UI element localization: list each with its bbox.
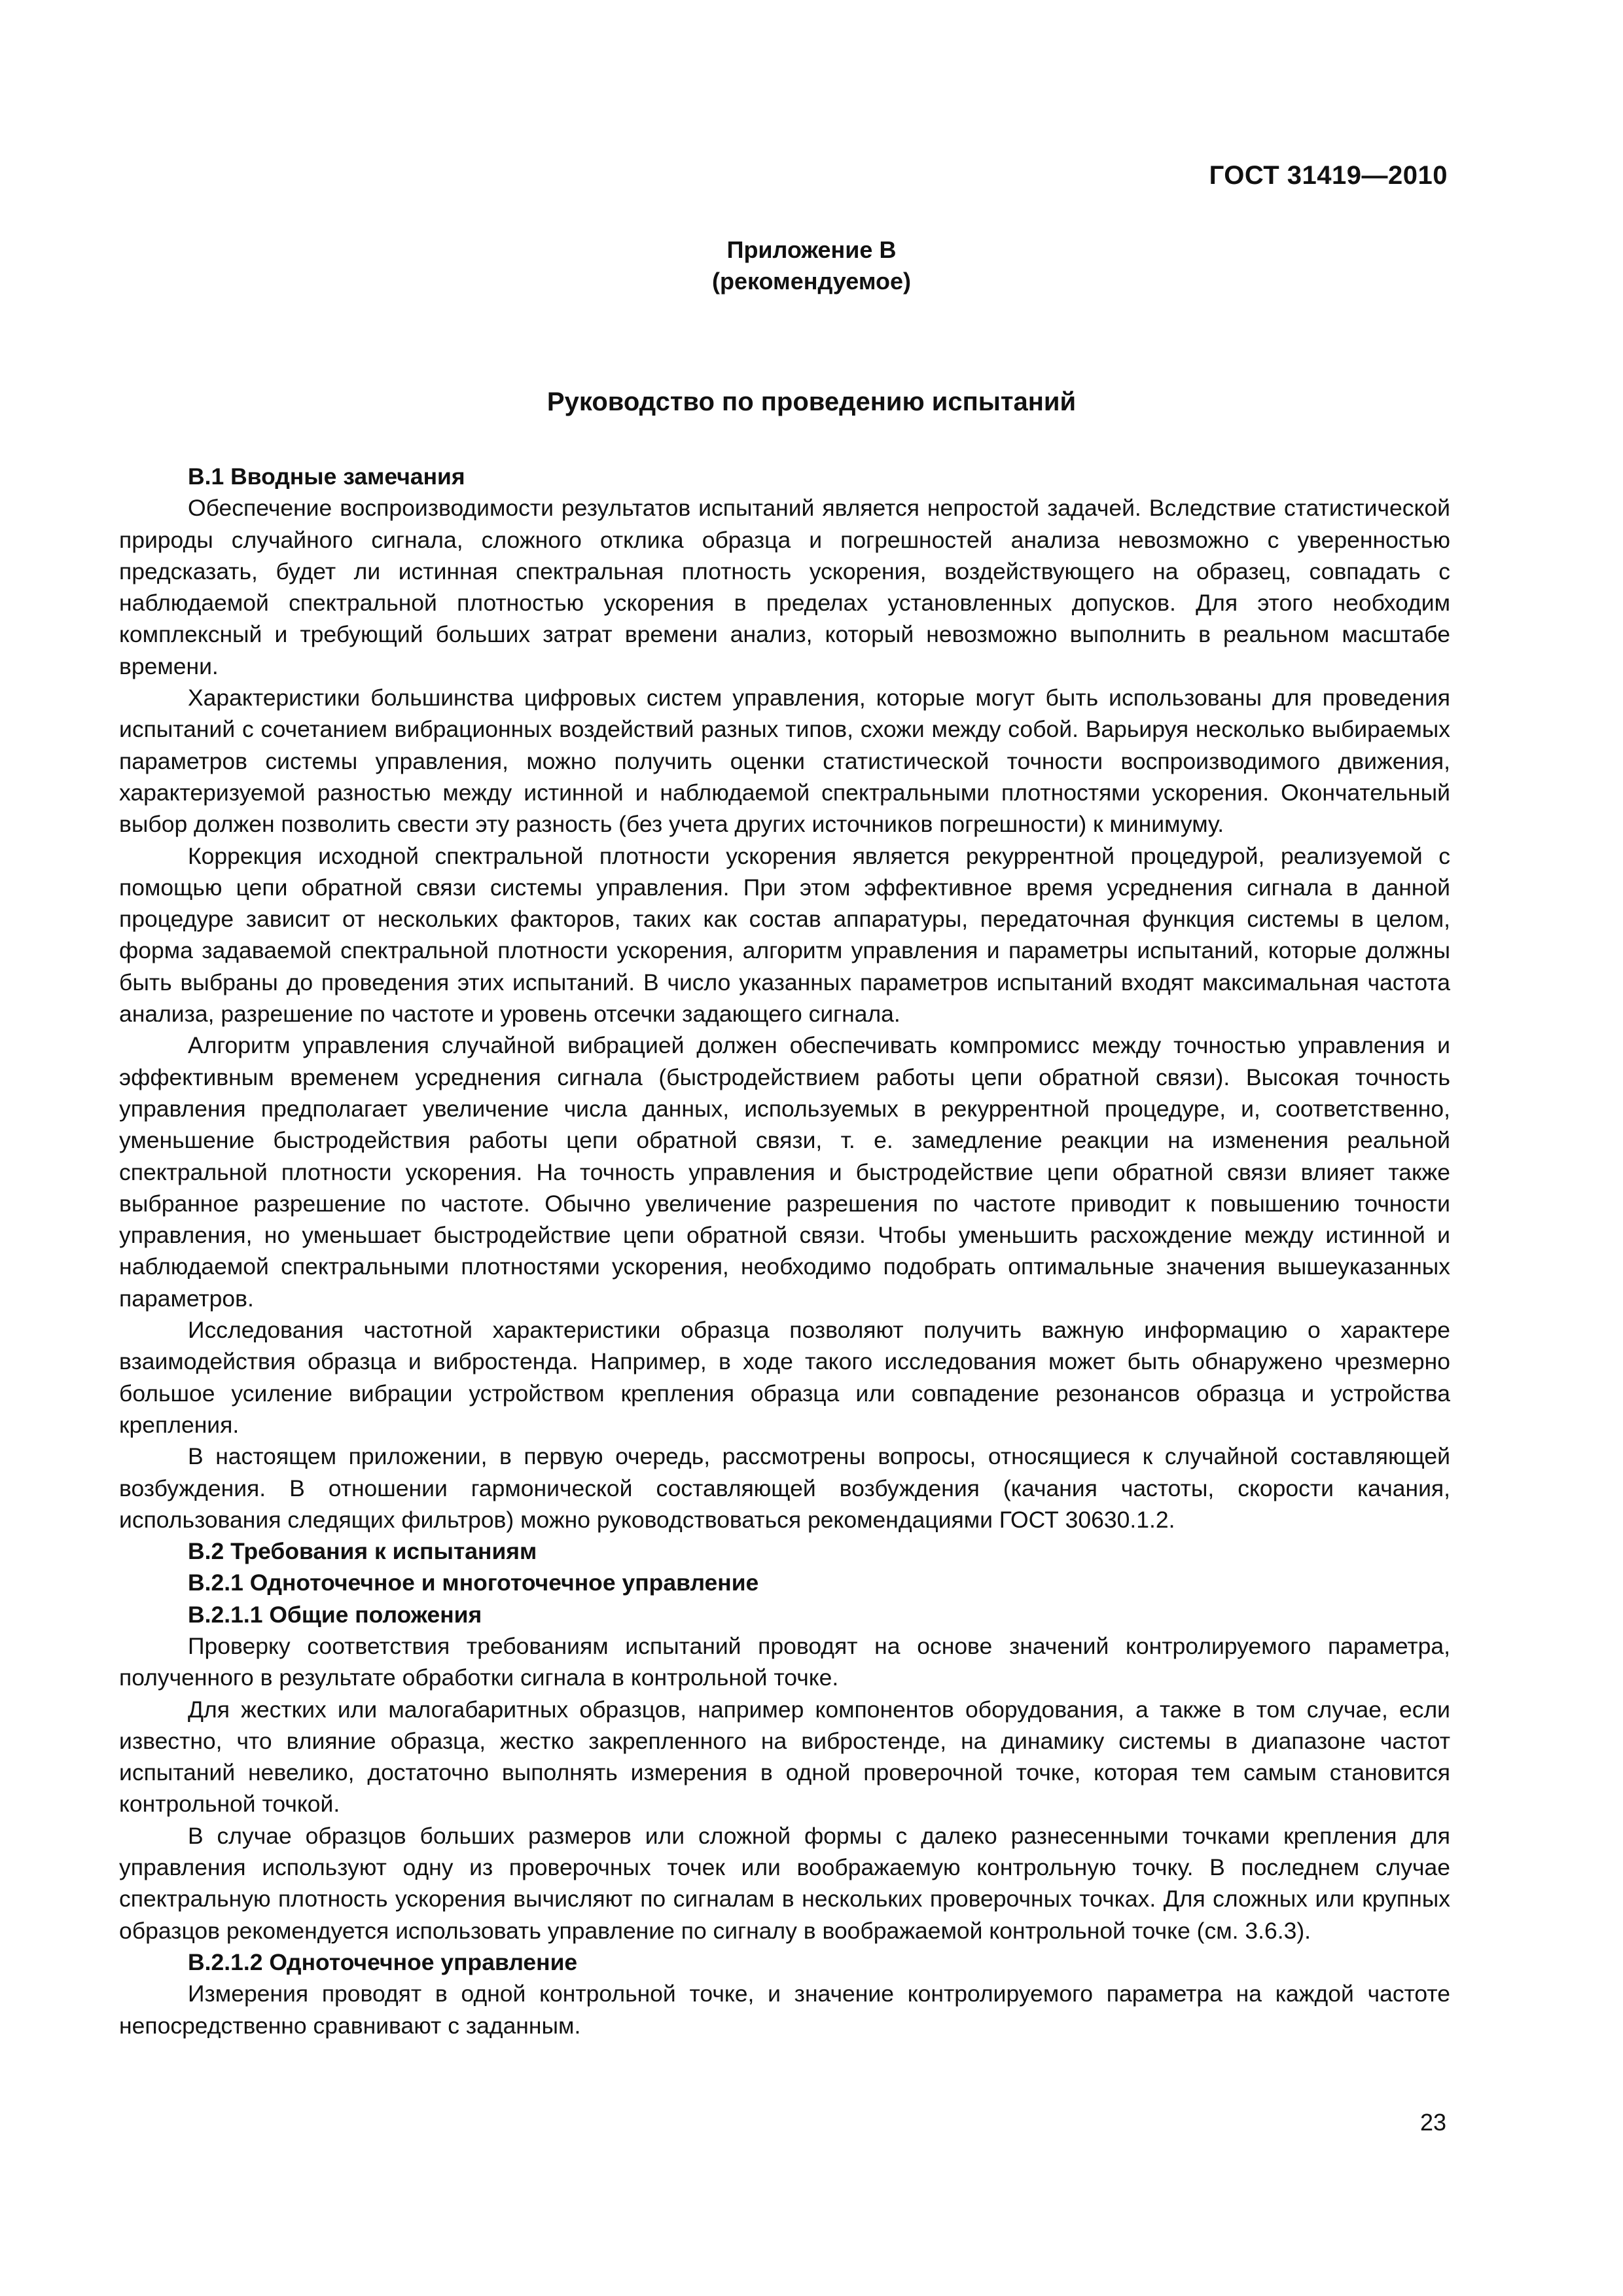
paragraph: Алгоритм управления случайной вибрацией должен обеспечивать компромисс между точностью управления и эффективным временем усреднения сигнала (быстродействием работы цепи обратной связи). Высокая точность управления предполагает увеличение числа данных, используемых в рекуррентной процедуре, и, соответственно, уменьшение быстродействия работы цепи обратной связи, т. е. замедление реакции на изменения реальной спектральной плотности ускорения. На точность управления и быстродействие цепи обратной связи влияет также выбранное разрешение по частоте. Обычно увеличение разрешения по частоте приводит к повышению точности управления, но уменьшает быстродействие цепи обратной связи. Чтобы уменьшить расхождение между истинной и наблюдаемой спектральными плотностями ускорения, необходимо подобрать оптимальные значения вышеуказанных параметров. <box>119 1032 1450 1312</box>
paragraph: Обеспечение воспроизводимости результатов испытаний является непростой задачей. Вследствие статистической природы случайного сигнала, сложного отклика образца и погрешностей анализа невозможно с уверенностью предсказать, будет ли истинная спектральная плотность ускорения, воздействующего на образец, совпадать с наблюдаемой спектральной плотностью ускорения в пределах установленных допусков. Для этого необходим комплексный и требующий больших затрат времени анализ, который невозможно выполнить в реальном масштабе времени. <box>119 495 1450 679</box>
page-number: 23 <box>1419 2109 1446 2136</box>
document-code: ГОСТ 31419—2010 <box>1209 161 1448 190</box>
paragraph: Для жестких или малогабаритных образцов, например компонентов оборудования, а также в том случае, если известно, что влияние образца, жестко закрепленного на вибростенде, на динамику системы в диапазоне частот испытаний невелико, достаточно выполнять измерения в одной проверочной точке, которая тем самым становится контрольной точкой. <box>119 1696 1450 1818</box>
section-heading-b2: В.2 Требования к испытаниям <box>188 1538 537 1565</box>
paragraph: Характеристики большинства цифровых систем управления, которые могут быть использованы для проведения испытаний с сочетанием вибрационных воздействий разных типов, схожи между собой. Варьируя несколько выбираемых параметров системы управления, можно получить оценки статистической точности воспроизводимого движения, характеризуемой разностью между истинной и наблюдаемой спектральными плотностями ускорения. Окончательный выбор должен позволить свести эту разность (без учета других источников погрешности) к минимуму. <box>119 685 1450 838</box>
paragraph: Проверку соответствия требованиям испытаний проводят на основе значений контролируемого параметра, полученного в результате обработки сигнала в контрольной точке. <box>119 1632 1450 1691</box>
paragraph: В случае образцов больших размеров или сложной формы с далеко разнесенными точками крепления для управления используют одну из проверочных точек или воображаемую контрольную точку. В последнем случае спектральную плотность ускорения вычисляют по сигналам в нескольких проверочных точках. Для сложных или крупных образцов рекомендуется использовать управление по сигналу в воображаемой контрольной точке (см. 3.6.3). <box>119 1822 1450 1944</box>
paragraph: Исследования частотной характеристики образца позволяют получить важную информацию о характере взаимодействия образца и вибростенда. Например, в ходе такого исследования может быть обнаружено чрезмерно большое усиление вибрации устройством крепления образца или совпадение резонансов образца и устройства крепления. <box>119 1317 1450 1438</box>
appendix-status: (рекомендуемое) <box>712 268 911 295</box>
appendix-header <box>0 234 1623 297</box>
document-body <box>119 461 1450 2041</box>
page-title: Руководство по проведению испытаний <box>546 387 1077 416</box>
section-heading-b212: В.2.1.2 Одноточечное управление <box>188 1948 578 1975</box>
paragraph: Коррекция исходной спектральной плотности ускорения является рекуррентной процедурой, реализуемой с помощью цепи обратной связи системы управления. При этом эффективное время усреднения сигнала в данной процедуре зависит от нескольких факторов, таких как состав аппаратуры, передаточная функция системы в целом, форма задаваемой спектральной плотности ускорения, алгоритм управления и параметры испытаний, которые должны быть выбраны до проведения этих испытаний. В число указанных параметров испытаний входят максимальная частота анализа, разрешение по частоте и уровень отсечки задающего сигнала. <box>119 842 1450 1028</box>
appendix-title: Приложение В <box>726 236 897 263</box>
paragraph: В настоящем приложении, в первую очередь, рассмотрены вопросы, относящиеся к случайной составляющей возбуждения. В отношении гармонической составляющей возбуждения (качания частоты, скорости качания, использования следящих фильтров) можно руководствоваться рекомендациями ГОСТ 30630.1.2. <box>119 1443 1450 1533</box>
section-heading-b211: В.2.1.1 Общие положения <box>188 1601 482 1628</box>
section-heading-b21: В.2.1 Одноточечное и многоточечное управление <box>188 1570 759 1596</box>
paragraph: Измерения проводят в одной контрольной точке, и значение контролируемого параметра на каждой частоте непосредственно сравнивают с заданным. <box>119 1981 1450 2039</box>
section-heading-b1: В.1 Вводные замечания <box>188 463 465 490</box>
